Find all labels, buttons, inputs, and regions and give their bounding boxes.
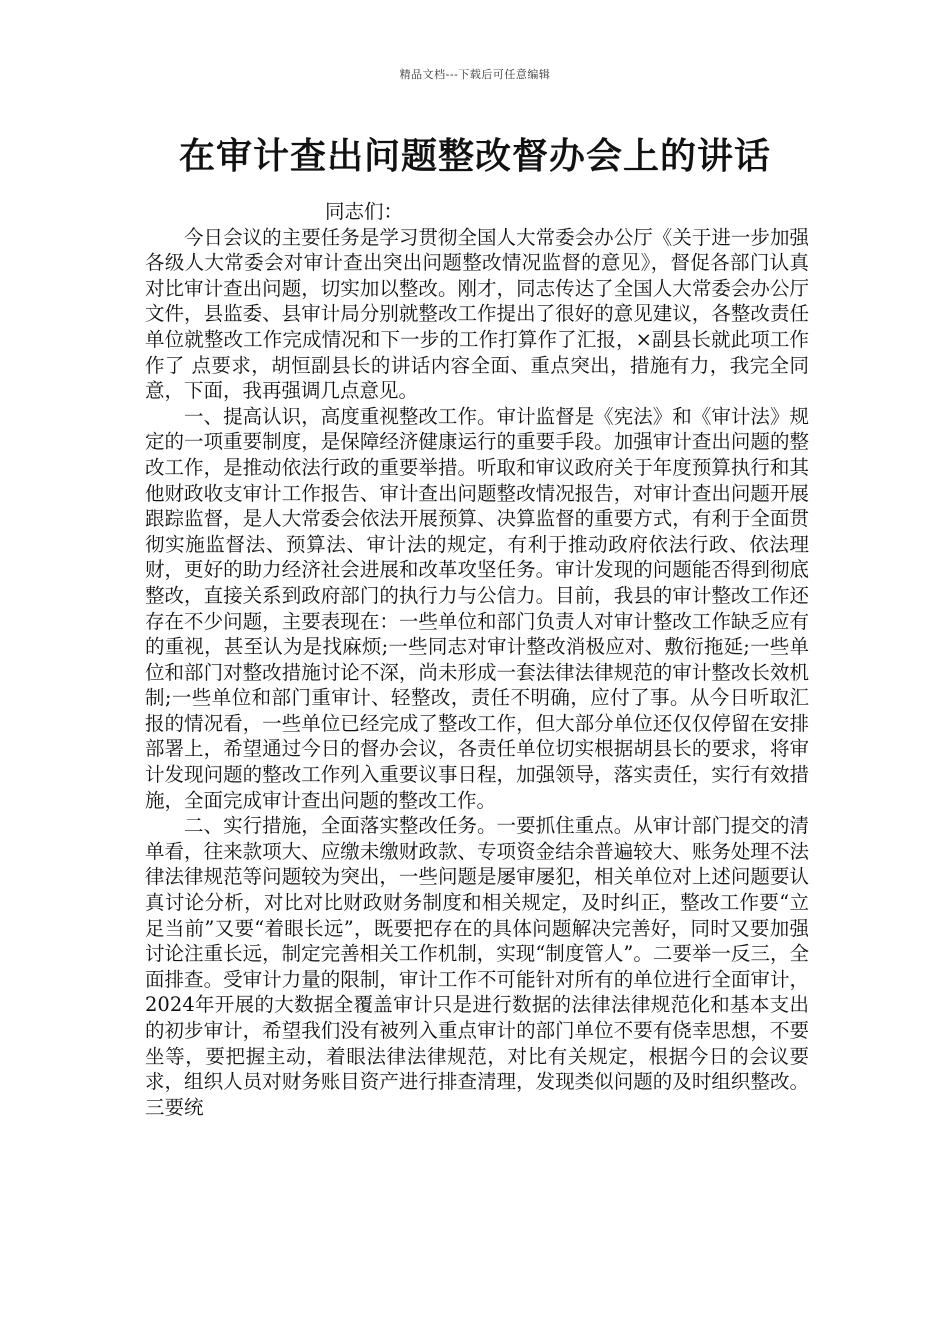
document-title: 在审计查出问题整改督办会上的讲话 [178, 136, 771, 177]
header-note: 精品文档---下载后可任意编辑 [399, 68, 551, 81]
paragraph-intro: 今日会议的主要任务是学习贯彻全国人大常委会办公厅《关于进一步加强各级人大常委会对审计查出突出问题整改情况监督的意见》，督促各部门认真对比审计查出问题，切实加以整改。刚才，同志传达了全国人大常委会办公厅文件，县监委、县审计局分别就整改工作提出了很好的意见建议，各整改责任单位就整改工作完成情况和下一步的工作打算作了汇报，×副县长就此项工作作了 点要求，胡恒副县长的讲话内容全面、重点突出，措施有力，我完全同意，下面，我再强调几点意见。 [145, 225, 809, 403]
document-body [145, 199, 809, 1120]
paragraph-section-2: 二、实行措施，全面落实整改任务。一要抓住重点。从审计部门提交的清单看，往来款项大、应缴未缴财政款、专项资金结余普遍较大、账务处理不法律法律规范等问题较为突出，一些问题是屡审屡犯，相关单位对上述问题要认真讨论分析，对比对比财政财务制度和相关规定，及时纠正，整改工作要“立足当前”又要“着眼长远”，既要把存在的具体问题解决完善好，同时又要加强讨论注重长远，制定完善相关工作机制，实现“制度管人”。二要举一反三，全面排查。受审计力量的限制，审计工作不可能针对所有的单位进行全面审计，2024年开展的大数据全覆盖审计只是进行数据的法律法律规范化和基本支出的初步审计，希望我们没有被列入重点审计的部门单位不要有侥幸思想，不要坐等，要把握主动，着眼法律法律规范，对比有关规定，根据今日的会议要求，组织人员对财务账目资产进行排查清理，发现类似问题的及时组织整改。三要统 [145, 814, 809, 1119]
paragraph-section-1: 一、提高认识，高度重视整改工作。审计监督是《宪法》和《审计法》规定的一项重要制度，是保障经济健康运行的重要手段。加强审计查出问题的整改工作，是推动依法行政的重要举措。听取和审议政府关于年度预算执行和其他财政收支审计工作报告、审计查出问题整改情况报告，对审计查出问题开展跟踪监督，是人大常委会依法开展预算、决算监督的重要方式，有利于全面贯彻实施监督法、预算法、审计法的规定，有利于推动政府依法行政、依法理财，更好的助力经济社会进展和改革攻坚任务。审计发现的问题能否得到彻底整改，直接关系到政府部门的执行力与公信力。目前，我县的审计整改工作还存在不少问题，主要表现在：一些单位和部门负责人对审计整改工作缺乏应有的重视，甚至认为是找麻烦;一些同志对审计整改消极应对、敷衍拖延;一些单位和部门对整改措施讨论不深，尚未形成一套法律法律规范的审计整改长效机制;一些单位和部门重审计、轻整改，责任不明确，应付了事。从今日听取汇报的情况看，一些单位已经完成了整改工作，但大部分单位还仅仅停留在安排部署上，希望通过今日的督办会议，各责任单位切实根据胡县长的要求，将审计发现问题的整改工作列入重要议事日程，加强领导，落实责任，实行有效措施，全面完成审计查出问题的整改工作。 [145, 404, 809, 812]
salutation: 同志们： [325, 200, 404, 223]
